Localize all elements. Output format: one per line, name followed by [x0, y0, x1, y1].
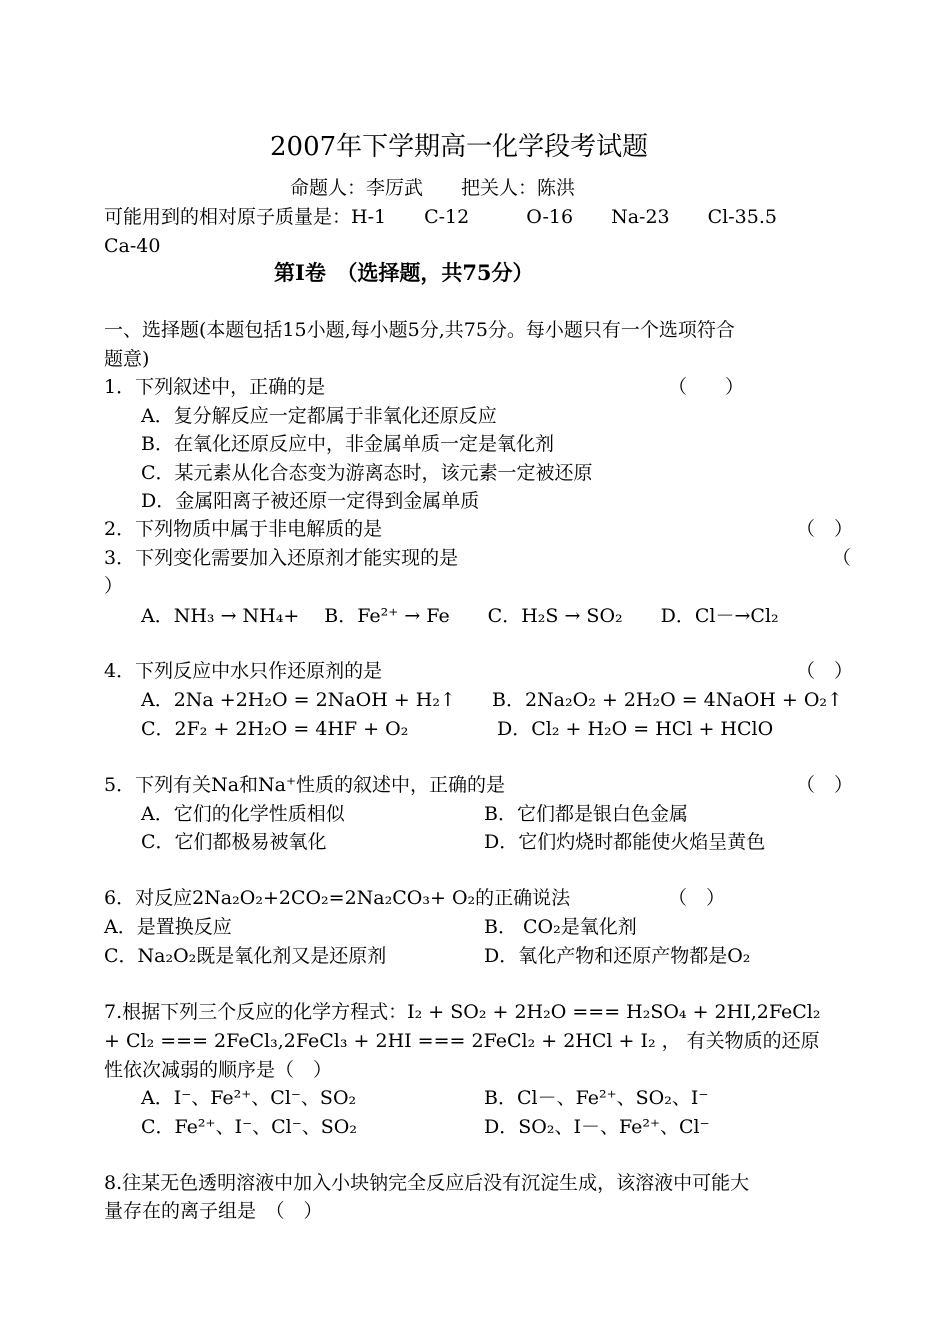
question-7-option-b[interactable]: B．Cl－、Fe²⁺、SO₂、I⁻ — [484, 1087, 709, 1109]
question-4-option-c[interactable]: C．2F₂ + 2H₂O = 4HF + O₂ — [141, 718, 409, 740]
question-6-stem: 6．对反应2Na₂O₂+2CO₂=2Na₂CO₃+ O₂的正确说法 — [104, 887, 571, 909]
question-7-stem: 7.根据下列三个反应的化学方程式：I₂ + SO₂ + 2H₂O === H₂SO₄ + 2HI,2FeCl₂ — [104, 1001, 821, 1023]
question-1-option-c[interactable]: C．某元素从化合态变为游离态时，该元素一定被还原 — [141, 462, 593, 484]
question-5-option-d[interactable]: D．它们灼烧时都能使火焰呈黄色 — [484, 831, 766, 853]
question-6-option-c[interactable]: C．Na₂O₂既是氧化剂又是还原剂 — [104, 945, 387, 967]
question-3-options[interactable]: A．NH₃ → NH₄+ B．Fe²⁺ → Fe C．H₂S → SO₂ D．Cl－→Cl₂ — [141, 605, 779, 627]
question-2-answer-blank[interactable]: （ ） — [796, 518, 854, 540]
question-1-option-a[interactable]: A．复分解反应一定都属于非氧化还原反应 — [141, 405, 497, 427]
question-5-option-b[interactable]: B．它们都是银白色金属 — [484, 803, 688, 825]
authors-line: 命题人：李厉武 把关人：陈洪 — [290, 177, 576, 199]
instructions: 一、选择题(本题包括15小题,每小题5分,共75分。每小题只有一个选项符合 — [104, 319, 735, 341]
atomic-mass-line: 可能用到的相对原子质量是：H-1 C-12 O-16 Na-23 Cl-35.5 — [104, 206, 777, 228]
instructions-cont: 题意) — [104, 348, 150, 370]
question-1-answer-blank[interactable]: （ ） — [668, 376, 745, 398]
question-5-option-c[interactable]: C．它们都极易被氧化 — [141, 831, 327, 853]
atomic-mass-line-2: Ca-40 — [104, 235, 161, 257]
question-1-stem: 1．下列叙述中，正确的是 — [104, 376, 326, 398]
question-2-stem: 2．下列物质中属于非电解质的是 — [104, 518, 383, 540]
question-5-option-a[interactable]: A．它们的化学性质相似 — [141, 803, 345, 825]
question-4-answer-blank[interactable]: （ ） — [796, 660, 854, 682]
question-7-option-d[interactable]: D．SO₂、I－、Fe²⁺、Cl⁻ — [484, 1116, 710, 1138]
page-title: 2007年下学期高一化学段考试题 — [270, 132, 649, 162]
question-4-stem: 4．下列反应中水只作还原剂的是 — [104, 660, 383, 682]
question-7-option-c[interactable]: C．Fe²⁺、I⁻、Cl⁻、SO₂ — [141, 1116, 357, 1138]
question-5-stem: 5．下列有关Na和Na⁺性质的叙述中，正确的是 — [104, 774, 506, 796]
question-1-option-b[interactable]: B．在氧化还原反应中，非金属单质一定是氧化剂 — [141, 433, 554, 455]
question-4-option-d[interactable]: D．Cl₂ + H₂O = HCl + HClO — [497, 718, 774, 740]
question-7-stem-cont: + Cl₂ === 2FeCl₃,2FeCl₃ + 2HI === 2FeCl₂ + 2HCl + I₂ ， 有关物质的还原 — [104, 1030, 820, 1052]
question-3-answer-blank-open[interactable]: （ — [832, 547, 852, 569]
question-4-option-a[interactable]: A．2Na +2H₂O = 2NaOH + H₂↑ — [141, 689, 456, 711]
question-3-stem: 3．下列变化需要加入还原剂才能实现的是 — [104, 547, 459, 569]
question-4-option-b[interactable]: B．2Na₂O₂ + 2H₂O = 4NaOH + O₂↑ — [492, 689, 843, 711]
question-8-stem-cont: 量存在的离子组是 （ ） — [104, 1200, 323, 1222]
question-1-option-d[interactable]: D．金属阳离子被还原一定得到金属单质 — [141, 490, 480, 512]
question-3-answer-blank-close[interactable]: ） — [104, 575, 124, 597]
question-6-answer-blank[interactable]: （ ） — [668, 887, 726, 909]
section-heading: 第Ⅰ卷 （选择题，共75分） — [274, 260, 534, 285]
question-8-stem: 8.往某无色透明溶液中加入小块钠完全反应后没有沉淀生成，该溶液中可能大 — [104, 1172, 750, 1194]
question-6-option-a[interactable]: A．是置换反应 — [104, 916, 232, 938]
question-7-stem-cont-2: 性依次减弱的顺序是（ ） — [104, 1059, 333, 1081]
question-6-option-d[interactable]: D．氧化产物和还原产物都是O₂ — [484, 945, 751, 967]
question-6-option-b[interactable]: B． CO₂是氧化剂 — [484, 916, 637, 938]
question-5-answer-blank[interactable]: （ ） — [796, 774, 854, 796]
question-7-option-a[interactable]: A．I⁻、Fe²⁺、Cl⁻、SO₂ — [141, 1087, 357, 1109]
